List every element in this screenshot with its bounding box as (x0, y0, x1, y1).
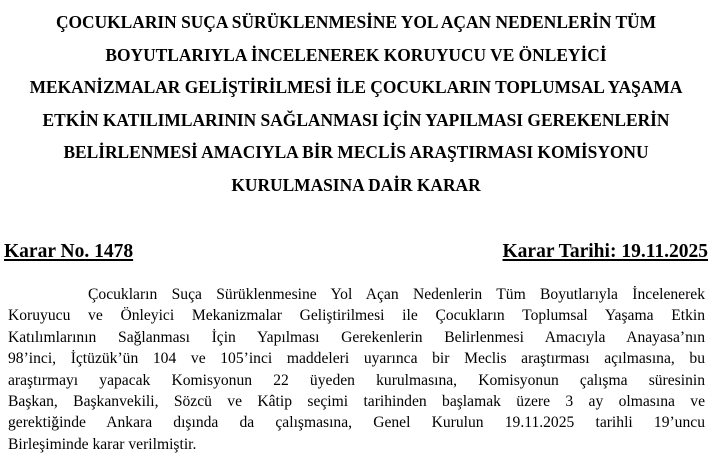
body-line: Birleşiminde karar verilmiştir. (8, 435, 197, 453)
title-line: BOYUTLARIYLA İNCELENEREK KORUYUCU VE ÖNLEYİCİ (105, 44, 607, 65)
decision-number: Karar No. 1478 (4, 241, 134, 262)
body-line: Koruyucu ve Önleyici Mekanizmalar Geliştirilmesi ile Çocukların Toplumsal Yaşama Etkin (8, 307, 705, 325)
decision-title (0, 6, 712, 202)
body-line: araştırmayı yapacak Komisyonun 22 üyeden kurulmasına, Komisyonun çalışma süresinin (8, 371, 705, 389)
title-line: MEKANİZMALAR GELİŞTİRİLMESİ İLE ÇOCUKLARIN TOPLUMSAL YAŞAMA (29, 77, 683, 98)
decision-meta (0, 237, 712, 267)
body-line: Başkan, Başkanvekili, Sözcü ve Kâtip seçimi tarihinden başlamak üzere 3 ay olmasına ve (8, 393, 705, 411)
body-line: gerektiğinde Ankara dışında da çalışmasına, Genel Kurulun 19.11.2025 tarihli 19’uncu (8, 414, 705, 432)
title-line: ETKİN KATILIMLARININ SAĞLANMASI İÇİN YAPILMASI GEREKENLERİN (42, 109, 670, 130)
decision-date: Karar Tarihi: 19.11.2025 (502, 241, 708, 262)
title-line: ÇOCUKLARIN SUÇA SÜRÜKLENMESİNE YOL AÇAN NEDENLERİN TÜM (55, 12, 657, 32)
body-line: Katılımlarının Sağlanması İçin Yapılması Gerekenlerin Belirlenmesi Amacıyla Anayasa’nın (8, 328, 705, 346)
decision-body (8, 284, 705, 455)
title-line: KURULMASINA DAİR KARAR (231, 174, 481, 195)
body-line: Çocukların Suça Sürüklenmesine Yol Açan Nedenlerin Tüm Boyutlarıyla İncelenerek (88, 286, 705, 303)
title-line: BELİRLENMESİ AMACIYLA BİR MECLİS ARAŞTIRMASI KOMİSYONU (63, 142, 649, 163)
body-line: 98’inci, İçtüzük’ün 104 ve 105’inci maddeleri uyarınca bir Meclis araştırması açılmasına, bu (8, 350, 705, 368)
